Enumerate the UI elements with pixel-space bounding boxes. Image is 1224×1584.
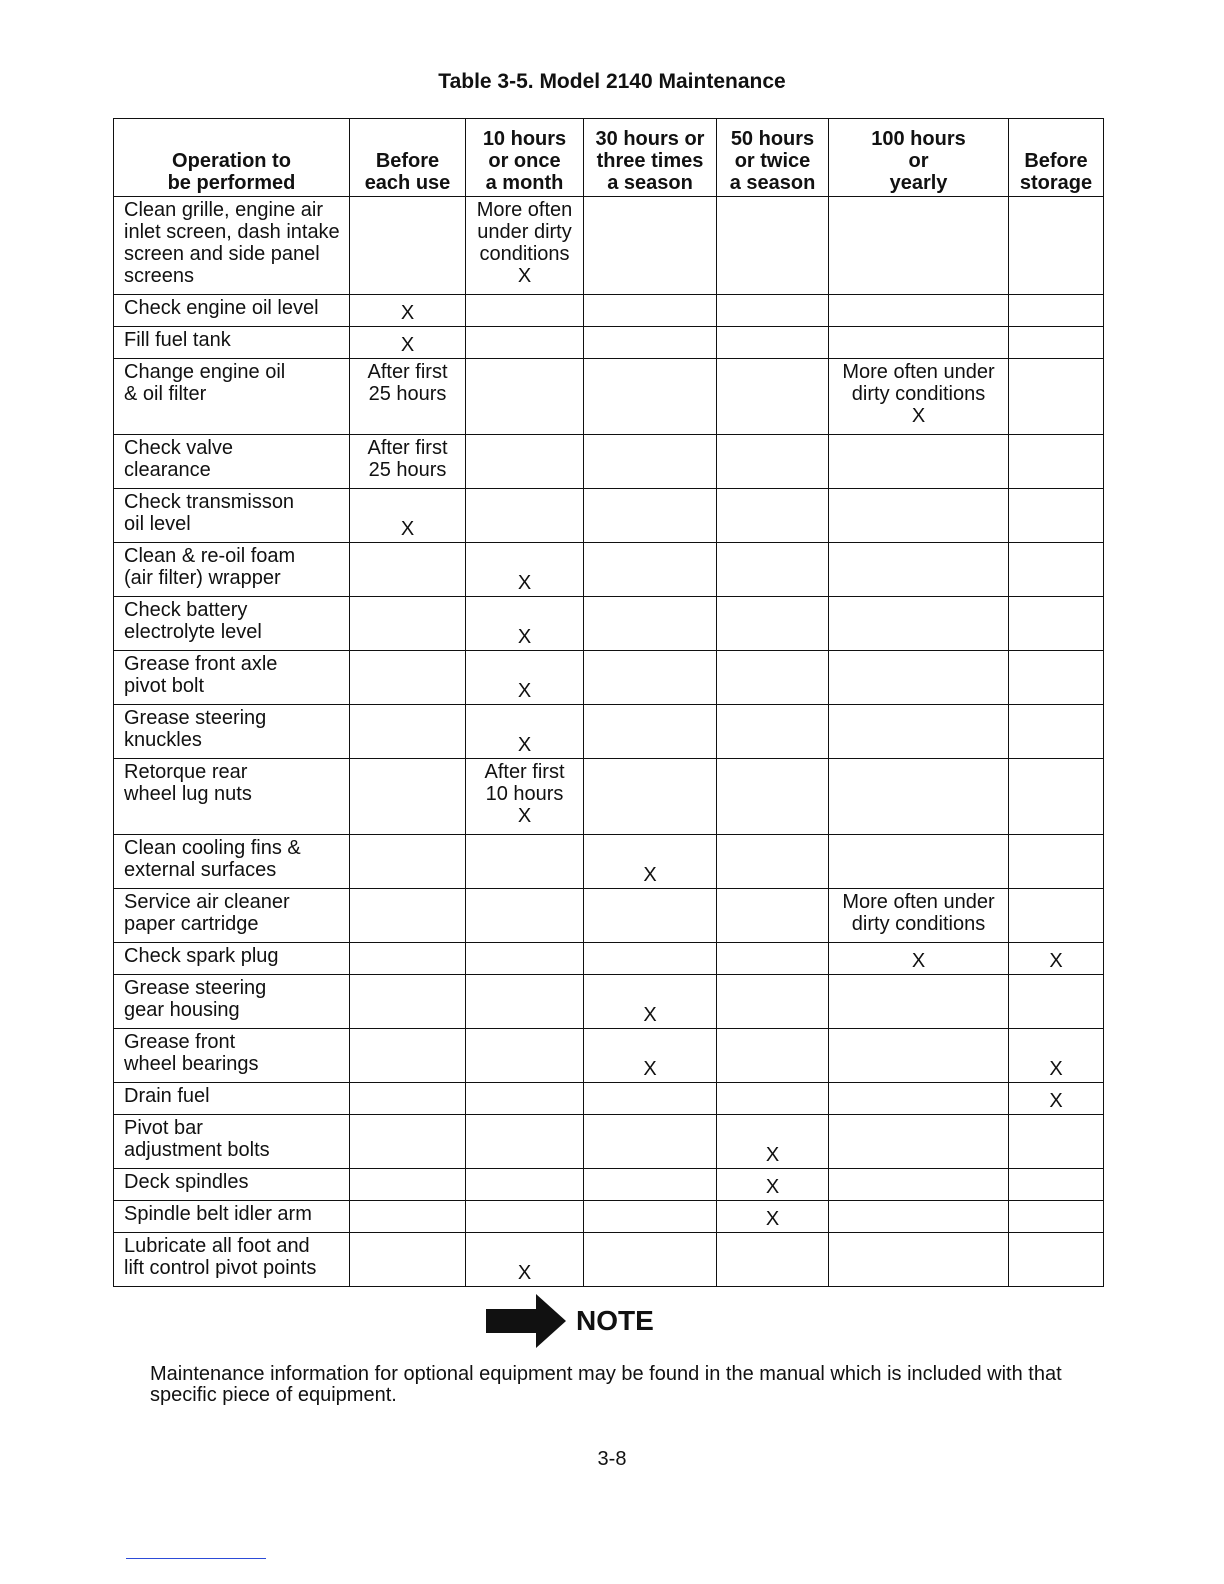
schedule-cell — [584, 1233, 717, 1287]
schedule-cell — [584, 489, 717, 543]
schedule-cell — [717, 1233, 829, 1287]
schedule-cell: X — [350, 295, 466, 327]
schedule-cell — [829, 1233, 1009, 1287]
schedule-cell — [584, 1115, 717, 1169]
schedule-cell — [350, 759, 466, 835]
schedule-cell — [1009, 197, 1104, 295]
header-operation: Operation to be performed — [114, 119, 350, 197]
schedule-cell — [584, 943, 717, 975]
table-header-row — [114, 119, 1104, 197]
schedule-cell — [1009, 295, 1104, 327]
table-row — [114, 889, 1104, 943]
arrow-right-icon — [486, 1294, 566, 1348]
schedule-cell — [717, 943, 829, 975]
schedule-cell — [1009, 435, 1104, 489]
schedule-cell — [350, 975, 466, 1029]
schedule-cell: After first 25 hours — [350, 435, 466, 489]
header-100-hours: 100 hours or yearly — [829, 119, 1009, 197]
schedule-cell — [829, 327, 1009, 359]
header-10-hours: 10 hours or once a month — [466, 119, 584, 197]
schedule-cell — [829, 651, 1009, 705]
schedule-cell — [829, 759, 1009, 835]
schedule-cell — [1009, 489, 1104, 543]
schedule-cell — [466, 1201, 584, 1233]
page-title: Table 3-5. Model 2140 Maintenance — [438, 70, 786, 93]
operation-cell: Grease steering knuckles — [114, 705, 350, 759]
operation-cell: Fill fuel tank — [114, 327, 350, 359]
schedule-cell: X — [350, 489, 466, 543]
schedule-cell — [584, 327, 717, 359]
schedule-cell — [466, 889, 584, 943]
operation-cell: Drain fuel — [114, 1083, 350, 1115]
operation-cell: Clean & re-oil foam (air filter) wrapper — [114, 543, 350, 597]
schedule-cell — [350, 1083, 466, 1115]
operation-cell: Check battery electrolyte level — [114, 597, 350, 651]
schedule-cell — [829, 1115, 1009, 1169]
schedule-cell — [466, 975, 584, 1029]
schedule-cell — [1009, 359, 1104, 435]
schedule-cell — [350, 835, 466, 889]
table-row — [114, 489, 1104, 543]
table-row — [114, 1169, 1104, 1201]
schedule-cell: X — [717, 1201, 829, 1233]
schedule-cell — [1009, 759, 1104, 835]
note-callout — [486, 1294, 654, 1348]
schedule-cell — [350, 705, 466, 759]
schedule-cell — [717, 889, 829, 943]
schedule-cell — [466, 1115, 584, 1169]
schedule-cell — [466, 295, 584, 327]
schedule-cell: X — [466, 597, 584, 651]
schedule-cell — [1009, 835, 1104, 889]
schedule-cell: X — [584, 1029, 717, 1083]
operation-cell: Lubricate all foot and lift control pivot points — [114, 1233, 350, 1287]
schedule-cell — [350, 197, 466, 295]
operation-cell: Clean grille, engine air inlet screen, dash intake screen and side panel screens — [114, 197, 350, 295]
schedule-cell — [717, 705, 829, 759]
schedule-cell — [584, 1083, 717, 1115]
schedule-cell — [1009, 1115, 1104, 1169]
schedule-cell — [829, 1083, 1009, 1115]
schedule-cell — [829, 1029, 1009, 1083]
schedule-cell — [466, 1169, 584, 1201]
table-row — [114, 1115, 1104, 1169]
schedule-cell — [717, 295, 829, 327]
operation-cell: Check engine oil level — [114, 295, 350, 327]
table-row — [114, 759, 1104, 835]
schedule-cell — [350, 943, 466, 975]
schedule-cell — [717, 327, 829, 359]
schedule-cell — [829, 543, 1009, 597]
schedule-cell — [1009, 543, 1104, 597]
operation-cell: Check transmisson oil level — [114, 489, 350, 543]
schedule-cell: After first 10 hours X — [466, 759, 584, 835]
schedule-cell — [350, 1169, 466, 1201]
schedule-cell — [584, 889, 717, 943]
schedule-cell — [584, 197, 717, 295]
schedule-cell — [584, 359, 717, 435]
schedule-cell: After first 25 hours — [350, 359, 466, 435]
schedule-cell — [1009, 1233, 1104, 1287]
schedule-cell — [584, 1201, 717, 1233]
operation-cell: Spindle belt idler arm — [114, 1201, 350, 1233]
operation-cell: Grease front axle pivot bolt — [114, 651, 350, 705]
schedule-cell — [466, 1083, 584, 1115]
schedule-cell — [829, 295, 1009, 327]
maintenance-table — [113, 118, 1104, 1287]
schedule-cell — [350, 1201, 466, 1233]
schedule-cell: X — [466, 705, 584, 759]
operation-cell: Retorque rear wheel lug nuts — [114, 759, 350, 835]
schedule-cell — [1009, 1201, 1104, 1233]
schedule-cell — [466, 1029, 584, 1083]
schedule-cell — [717, 835, 829, 889]
table-row — [114, 705, 1104, 759]
table-row — [114, 197, 1104, 295]
schedule-cell — [1009, 705, 1104, 759]
schedule-cell — [717, 435, 829, 489]
schedule-cell — [717, 759, 829, 835]
schedule-cell — [717, 651, 829, 705]
operation-cell: Check valve clearance — [114, 435, 350, 489]
schedule-cell — [584, 597, 717, 651]
schedule-cell — [829, 197, 1009, 295]
table-row — [114, 975, 1104, 1029]
schedule-cell — [1009, 597, 1104, 651]
schedule-cell: X — [717, 1169, 829, 1201]
schedule-cell — [350, 889, 466, 943]
schedule-cell — [466, 435, 584, 489]
table-row — [114, 359, 1104, 435]
schedule-cell — [829, 835, 1009, 889]
table-row — [114, 597, 1104, 651]
table-row — [114, 1201, 1104, 1233]
operation-cell: Service air cleaner paper cartridge — [114, 889, 350, 943]
operation-cell: Grease steering gear housing — [114, 975, 350, 1029]
schedule-cell — [829, 1169, 1009, 1201]
schedule-cell — [717, 975, 829, 1029]
operation-cell: Deck spindles — [114, 1169, 350, 1201]
schedule-cell — [1009, 327, 1104, 359]
table-row — [114, 943, 1104, 975]
operation-cell: Pivot bar adjustment bolts — [114, 1115, 350, 1169]
schedule-cell — [466, 835, 584, 889]
table-row — [114, 1233, 1104, 1287]
schedule-cell — [829, 489, 1009, 543]
schedule-cell — [717, 359, 829, 435]
schedule-cell — [584, 759, 717, 835]
schedule-cell — [466, 943, 584, 975]
schedule-cell — [350, 651, 466, 705]
schedule-cell: X — [1009, 1083, 1104, 1115]
operation-cell: Grease front wheel bearings — [114, 1029, 350, 1083]
schedule-cell — [350, 1115, 466, 1169]
table-row — [114, 651, 1104, 705]
table-row — [114, 327, 1104, 359]
schedule-cell — [1009, 1169, 1104, 1201]
schedule-cell — [584, 295, 717, 327]
table-body — [114, 197, 1104, 1287]
schedule-cell — [829, 597, 1009, 651]
header-50-hours: 50 hours or twice a season — [717, 119, 829, 197]
schedule-cell: X — [1009, 943, 1104, 975]
note-label: NOTE — [576, 1305, 654, 1336]
schedule-cell — [829, 1201, 1009, 1233]
schedule-cell — [466, 327, 584, 359]
table-row — [114, 1029, 1104, 1083]
schedule-cell — [584, 651, 717, 705]
header-30-hours: 30 hours or three times a season — [584, 119, 717, 197]
schedule-cell — [717, 597, 829, 651]
table-row — [114, 1083, 1104, 1115]
schedule-cell — [829, 435, 1009, 489]
operation-cell: Clean cooling fins & external surfaces — [114, 835, 350, 889]
schedule-cell: X — [829, 943, 1009, 975]
schedule-cell: X — [466, 651, 584, 705]
schedule-cell: More often under dirty conditions X — [829, 359, 1009, 435]
page-number: 3-8 — [597, 1448, 627, 1470]
schedule-cell — [717, 1029, 829, 1083]
note-text: Maintenance information for optional equipment may be found in the manual which is included with that specific piece of equipment. — [150, 1363, 1062, 1406]
schedule-cell: X — [466, 1233, 584, 1287]
schedule-cell — [350, 597, 466, 651]
schedule-cell: X — [584, 835, 717, 889]
header-before-storage: Before storage — [1009, 119, 1104, 197]
schedule-cell: X — [1009, 1029, 1104, 1083]
schedule-cell — [1009, 975, 1104, 1029]
schedule-cell: X — [466, 543, 584, 597]
schedule-cell — [350, 543, 466, 597]
schedule-cell — [350, 1233, 466, 1287]
schedule-cell — [1009, 651, 1104, 705]
schedule-cell — [717, 489, 829, 543]
schedule-cell — [466, 359, 584, 435]
schedule-cell — [584, 435, 717, 489]
schedule-cell: More often under dirty conditions — [829, 889, 1009, 943]
schedule-cell — [717, 197, 829, 295]
table-row — [114, 435, 1104, 489]
schedule-cell: X — [717, 1115, 829, 1169]
schedule-cell — [466, 489, 584, 543]
footer-rule — [126, 1558, 266, 1559]
schedule-cell — [350, 1029, 466, 1083]
table-row — [114, 835, 1104, 889]
schedule-cell — [717, 1083, 829, 1115]
schedule-cell — [829, 975, 1009, 1029]
schedule-cell — [829, 705, 1009, 759]
operation-cell: Change engine oil & oil filter — [114, 359, 350, 435]
table-row — [114, 295, 1104, 327]
schedule-cell: X — [350, 327, 466, 359]
operation-cell: Check spark plug — [114, 943, 350, 975]
schedule-cell: More often under dirty conditions X — [466, 197, 584, 295]
schedule-cell — [717, 543, 829, 597]
schedule-cell: X — [584, 975, 717, 1029]
schedule-cell — [584, 543, 717, 597]
header-before-each-use: Before each use — [350, 119, 466, 197]
schedule-cell — [584, 705, 717, 759]
table-row — [114, 543, 1104, 597]
schedule-cell — [584, 1169, 717, 1201]
schedule-cell — [1009, 889, 1104, 943]
